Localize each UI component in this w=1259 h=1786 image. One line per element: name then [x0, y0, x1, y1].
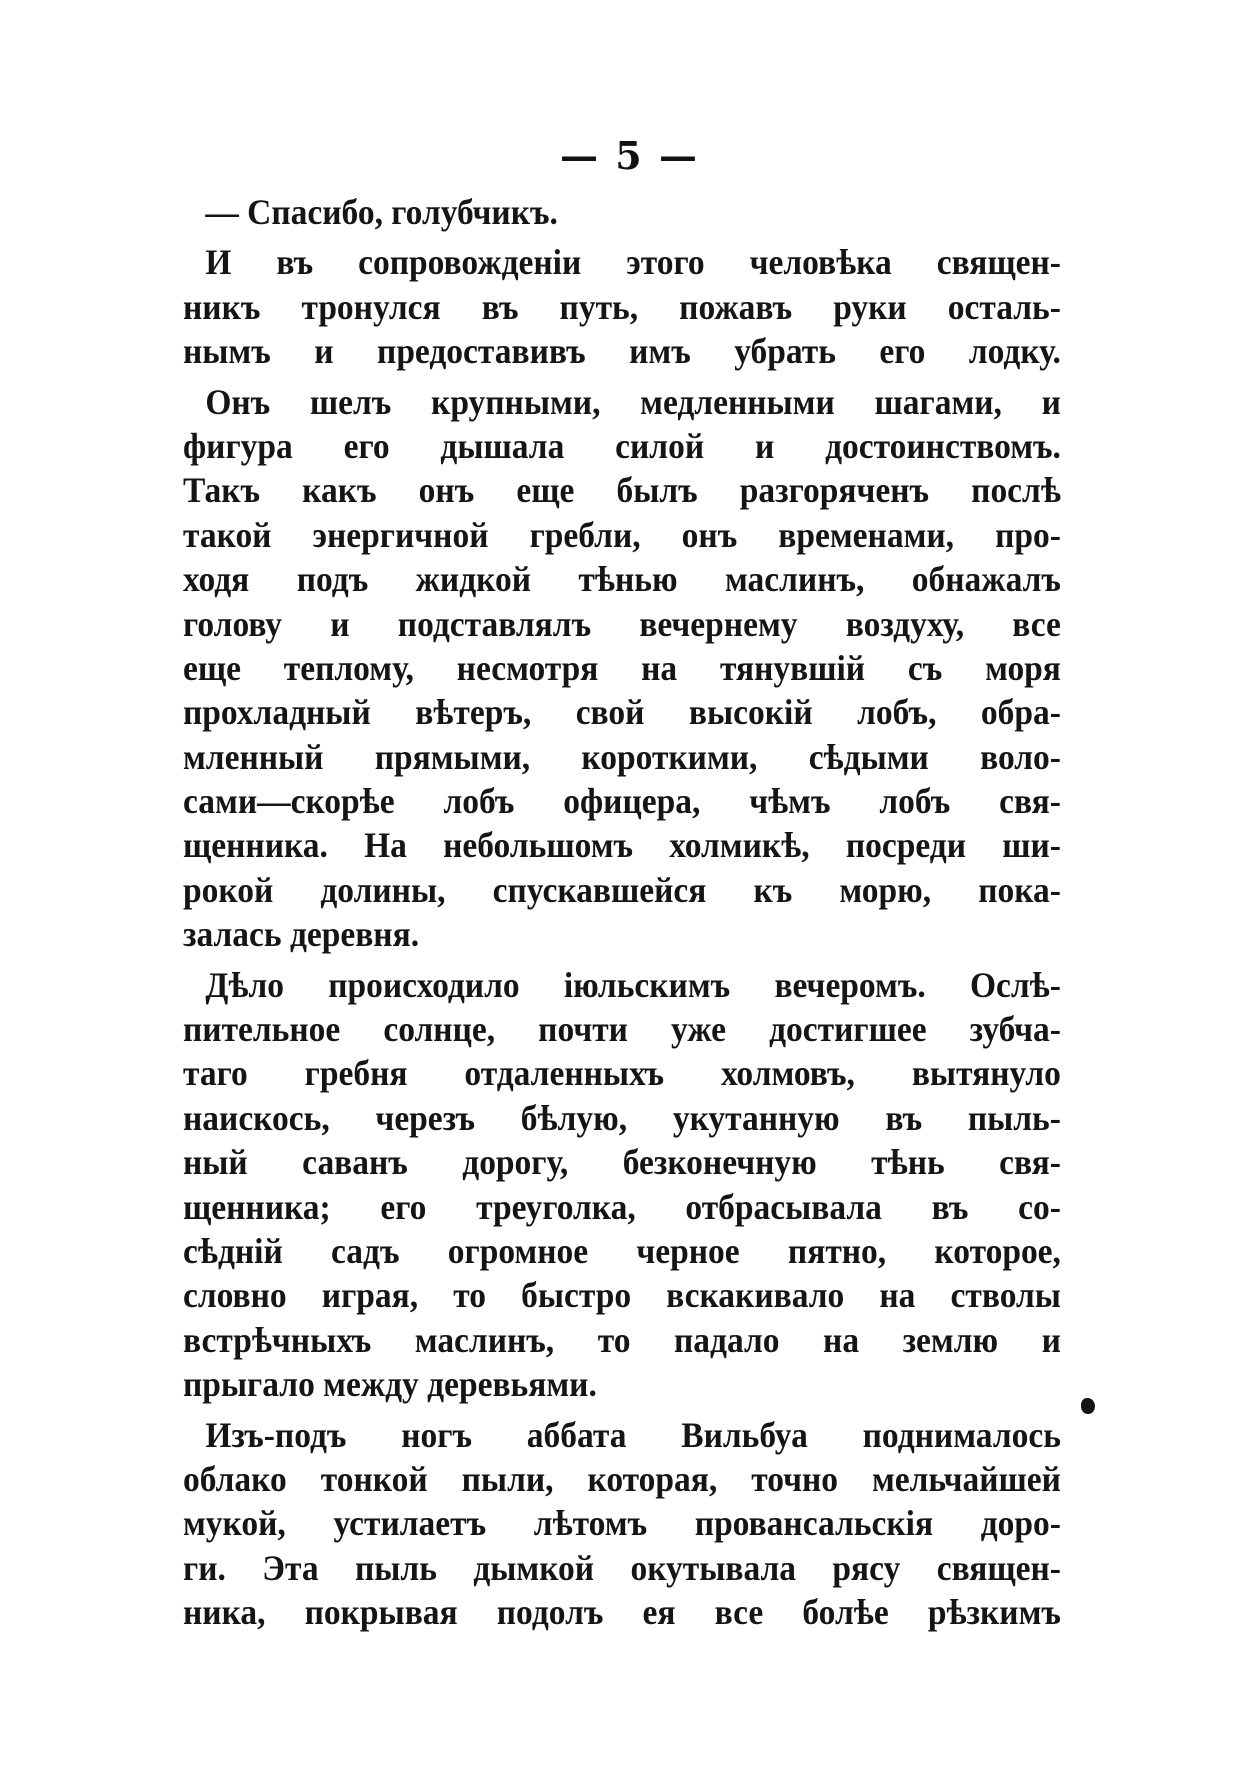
text-line: ный саванъ дорогу, безконечную тѣнь свя- — [183, 1142, 1061, 1183]
text-line: прохладный вѣтеръ, свой высокій лобъ, обра- — [183, 692, 1061, 733]
text-line: щенника; его треуголка, отбрасывала въ со- — [183, 1186, 1061, 1227]
body-text — [183, 190, 1061, 1635]
text-line: таго гребня отдаленныхъ холмовъ, вытянуло — [183, 1053, 1061, 1094]
text-line: прыгало между деревьями. — [183, 1364, 597, 1405]
ink-blot-mark — [1081, 1398, 1095, 1414]
text-line: Изъ-подъ ногъ аббата Вильбуа поднималось — [205, 1414, 1061, 1455]
text-line: мленный прямыми, короткими, сѣдыми воло- — [183, 736, 1061, 777]
text-line: еще теплому, несмотря на тянувшій съ моря — [183, 647, 1061, 688]
text-line: словно играя, то быстро вскакивало на стволы — [183, 1275, 1061, 1316]
text-line: Такъ какъ онъ еще былъ разгоряченъ послѣ — [183, 470, 1061, 511]
text-line: Онъ шелъ крупными, медленными шагами, и — [205, 381, 1061, 422]
text-line: голову и подставлялъ вечернему воздуху, все — [183, 603, 1061, 644]
text-line: щенника. На небольшомъ холмикѣ, посреди ши- — [183, 825, 1061, 866]
text-line: И въ сопровожденіи этого человѣка священ- — [205, 242, 1061, 283]
text-line: фигура его дышала силой и достоинствомъ. — [183, 425, 1061, 466]
text-line: ника, покрывая подолъ ея все болѣе рѣзкимъ — [183, 1592, 1061, 1633]
text-line: Дѣло происходило іюльскимъ вечеромъ. Ослѣ- — [205, 964, 1061, 1005]
text-line: залась деревня. — [183, 914, 420, 955]
text-line: такой энергичной гребли, онъ временами, про- — [183, 514, 1061, 555]
text-line: — Спасибо, голубчикъ. — [205, 192, 558, 232]
text-line: пительное солнце, почти уже достигшее зубча- — [183, 1009, 1061, 1050]
text-line: никъ тронулся въ путь, пожавъ руки осталь- — [183, 286, 1061, 327]
text-line: облако тонкой пыли, которая, точно мельчайшей — [183, 1458, 1061, 1499]
text-line: нымъ и предоставивъ имъ убрать его лодку. — [183, 331, 1061, 372]
text-line: ходя подъ жидкой тѣнью маслинъ, обнажалъ — [183, 559, 1061, 600]
text-line: встрѣчныхъ маслинъ, то падало на землю и — [183, 1319, 1061, 1360]
text-line: наискось, черезъ бѣлую, укутанную въ пыль- — [183, 1097, 1061, 1138]
text-line: мукой, устилаетъ лѣтомъ провансальскія доро- — [183, 1503, 1061, 1544]
text-line: ги. Эта пыль дымкой окутывала рясу священ- — [183, 1547, 1061, 1588]
text-line: сами—скорѣе лобъ офицера, чѣмъ лобъ свя- — [183, 781, 1061, 822]
text-line: рокой долины, спускавшейся къ морю, пока- — [183, 869, 1061, 910]
page-number: — 5 — — [560, 133, 699, 178]
text-line: сѣдній садъ огромное черное пятно, которое, — [183, 1230, 1061, 1271]
